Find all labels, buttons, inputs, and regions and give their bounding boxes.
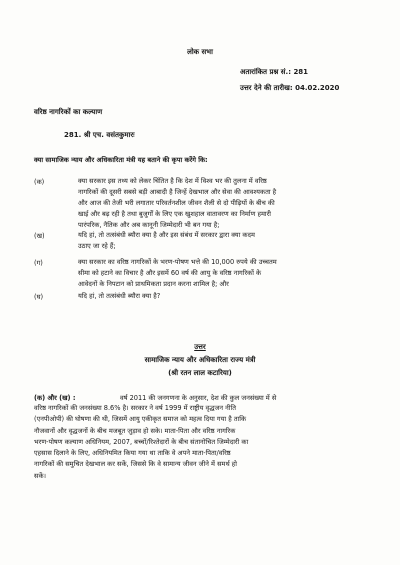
question-text: क्या सरकार का वरिष्ठ नागरिकों के भरण-पोषण भत्ते की 10,000 रुपये की उच्चतम सीमा को हटाने का विचार है और इसमें 60 वर्ष की आयु के वरिष्ठ नागरिकों के आवेदनों के निपटान को प्राथमिकता प्रदान करना शामिल है; और (78, 258, 277, 288)
minister-title: सामाजिक न्याय और अधिकारिता राज्य मंत्री (144, 356, 256, 364)
answer-heading: उत्तर (194, 343, 206, 351)
question-text: क्या सरकार इस तथ्य को लेकर चिंतित है कि देश में विश्व भर की तुलना में वरिष्ठ नागरिकों की दूसरी सबसे बड़ी आबादी है जिन्हें देखभाल और सेवा की आवश्यकता है और आज की तेजी भरी लगातार परिवर्तनशील जीवन शैली से दो पीढ़ियों के बीच की खाई और बढ़ रही है तथा बुजुर्गों के लिए एक खुशहाल वातावरण का निर्माण हमारी पारंपरिक, नैतिक और अब कानूनी जिम्मेदारी भी बन गया है; (78, 177, 277, 229)
question-label: (क) (34, 178, 45, 186)
question-number: अतारांकित प्रश्न सं.: 281 (240, 68, 309, 76)
question-text: यदि हां, तो तत्संबंधी ब्यौरा क्या है और इस संबंध में सरकार द्वारा क्या कदम उठाए जा रहे हैं; (78, 231, 255, 250)
question-label: (ग) (34, 259, 43, 267)
subject-title: वरिष्ठ नागरिकों का कल्याण (34, 108, 103, 116)
question-label: (घ) (34, 293, 44, 301)
minister-name: (श्री रतन लाल कटारिया) (168, 369, 232, 377)
question-text: यदि हां, तो तत्संबंधी ब्यौरा क्या है? (78, 292, 161, 300)
house-name: लोक सभा (187, 48, 213, 56)
question-intro: क्या सामाजिक न्याय और अधिकारिता मंत्री यह बताने की कृपा करेंगे कि: (34, 156, 208, 164)
answer-label: (क) और (ख) : (34, 394, 76, 402)
answer-text: वरिष्ठ नागरिकों की जनसंख्या 8.6% है। सरकार ने वर्ष 1999 में राष्ट्रीय वृद्धजन नीति (एनपीओपी) की घोषणा की थी, जिसमें आयु एकीकृत समाज को महत्व दिया गया है ताकि नौजवानों और वृद्धजनों के बीच मजबूत जुड़ाव हो सके। माता-पिता और वरिष्ठ नागरिक भरण-पोषण कल्याण अधिनियम, 2007, बच्चों/रिश्तेदारों के बीच संतानोचित जिम्मेदारी का एहसास दिलाने के लिए, अधिनियमित किया गया था ताकि वे अपने माता-पिता/वरिष्ठ नागरिकों की समुचित देखभाल कर सकें, जिससे कि वे सामान्य जीवन जीने में समर्थ हो सकें। (34, 404, 249, 480)
member-name: 281. श्री एच. वसंतकुमारः (64, 131, 135, 139)
question-label: (ख) (34, 232, 45, 240)
answer-line: वर्ष 2011 की जनगणना के अनुसार, देश की कुल जनसंख्या में से (120, 394, 277, 402)
answer-date: उत्तर देने की तारीख: 04.02.2020 (240, 84, 340, 92)
